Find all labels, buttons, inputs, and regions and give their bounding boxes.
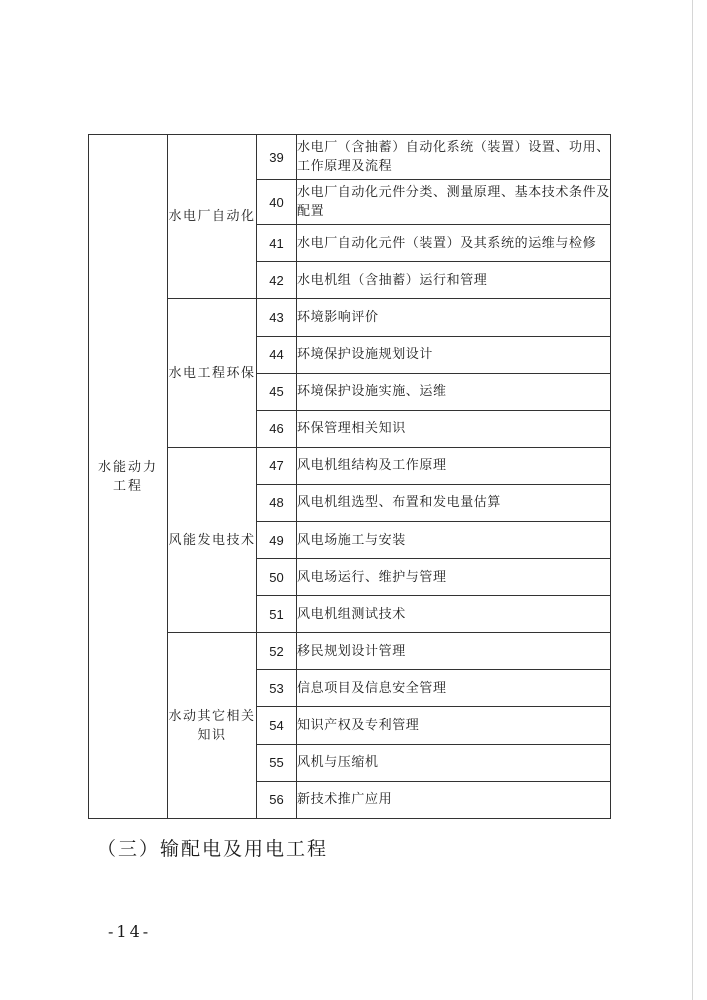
item-text: 新技术推广应用 — [297, 781, 611, 818]
subcategory-cell: 风能发电技术 — [168, 447, 257, 632]
item-number: 44 — [257, 336, 297, 373]
item-text: 知识产权及专利管理 — [297, 707, 611, 744]
topics-table-body — [89, 135, 611, 819]
table-row — [89, 447, 611, 484]
item-number: 48 — [257, 484, 297, 521]
item-text: 风电机组测试技术 — [297, 596, 611, 633]
item-number: 53 — [257, 670, 297, 707]
item-number: 42 — [257, 262, 297, 299]
item-text: 水电厂自动化元件分类、测量原理、基本技术条件及配置 — [297, 180, 611, 225]
item-text: 水电厂（含抽蓄）自动化系统（装置）设置、功用、工作原理及流程 — [297, 135, 611, 180]
subcategory-cell: 水动其它相关知识 — [168, 633, 257, 819]
item-number: 50 — [257, 559, 297, 596]
item-text: 风电场施工与安装 — [297, 522, 611, 559]
topics-table — [88, 134, 611, 819]
item-text: 信息项目及信息安全管理 — [297, 670, 611, 707]
subcategory-cell: 水电工程环保 — [168, 299, 257, 447]
item-number: 40 — [257, 180, 297, 225]
category-cell: 水能动力 工程 — [89, 135, 168, 819]
item-text: 环境保护设施规划设计 — [297, 336, 611, 373]
item-number: 46 — [257, 410, 297, 447]
page-edge-line — [692, 0, 693, 1000]
item-text: 水电厂自动化元件（装置）及其系统的运维与检修 — [297, 225, 611, 262]
item-number: 45 — [257, 373, 297, 410]
item-text: 风电机组选型、布置和发电量估算 — [297, 484, 611, 521]
item-text: 移民规划设计管理 — [297, 633, 611, 670]
table-row — [89, 135, 611, 180]
item-number: 41 — [257, 225, 297, 262]
item-number: 51 — [257, 596, 297, 633]
item-text: 风电机组结构及工作原理 — [297, 447, 611, 484]
item-number: 56 — [257, 781, 297, 818]
item-number: 54 — [257, 707, 297, 744]
item-text: 风机与压缩机 — [297, 744, 611, 781]
table-row — [89, 633, 611, 670]
section-heading: （三）输配电及用电工程 — [97, 838, 329, 860]
table-row — [89, 299, 611, 336]
item-number: 49 — [257, 522, 297, 559]
item-number: 55 — [257, 744, 297, 781]
item-number: 52 — [257, 633, 297, 670]
item-number: 39 — [257, 135, 297, 180]
item-number: 43 — [257, 299, 297, 336]
subcategory-cell: 水电厂自动化 — [168, 135, 257, 299]
page-number: -14- — [108, 922, 152, 941]
item-number: 47 — [257, 447, 297, 484]
item-text: 环境影响评价 — [297, 299, 611, 336]
item-text: 风电场运行、维护与管理 — [297, 559, 611, 596]
item-text: 环保管理相关知识 — [297, 410, 611, 447]
item-text: 水电机组（含抽蓄）运行和管理 — [297, 262, 611, 299]
item-text: 环境保护设施实施、运维 — [297, 373, 611, 410]
